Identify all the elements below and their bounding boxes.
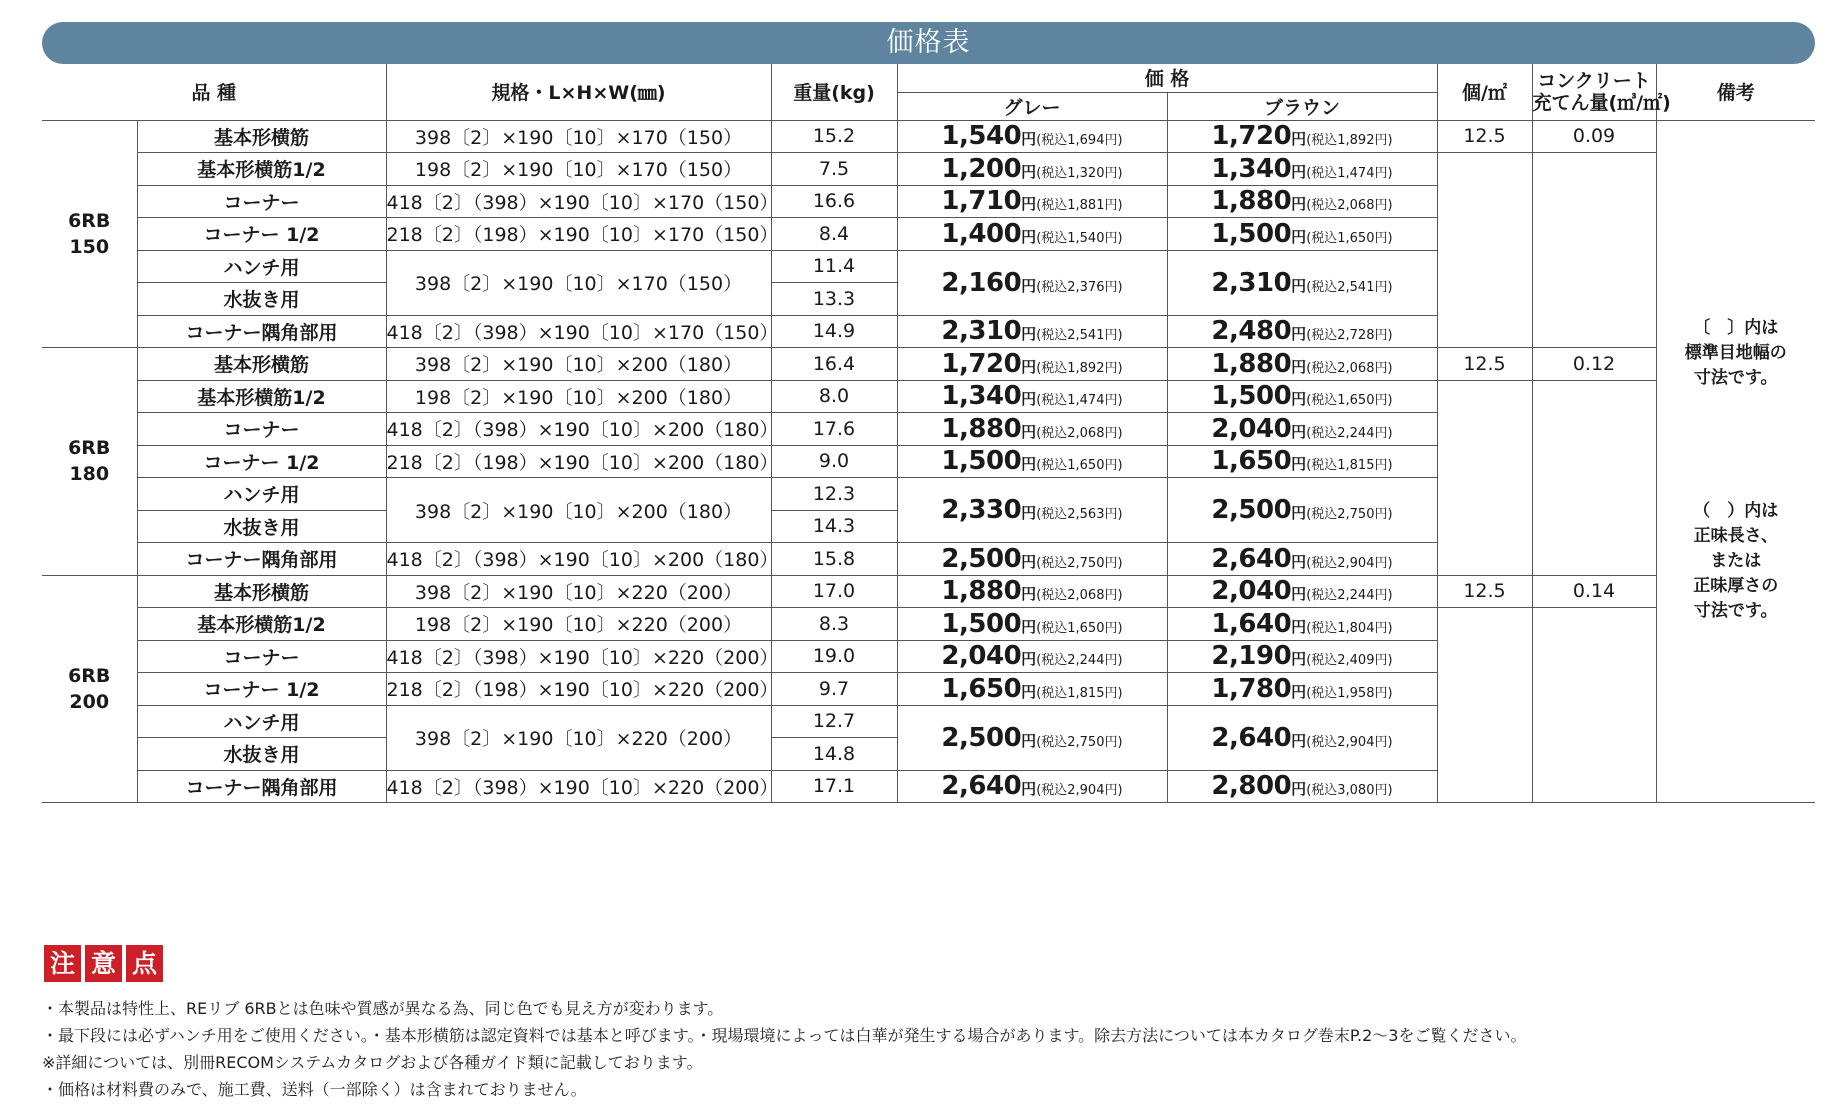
group-name-line: 150 bbox=[69, 235, 110, 258]
yen-unit: 円 bbox=[1021, 682, 1037, 701]
yen-unit: 円 bbox=[1021, 357, 1037, 376]
per-m2-empty-cell bbox=[1437, 608, 1532, 803]
remarks-line: 寸法です。 bbox=[1693, 600, 1778, 621]
gray-tax-included: (税込1,540円) bbox=[1036, 230, 1123, 246]
brown-price: 1,880 bbox=[1211, 186, 1292, 217]
per-m2-cell: 12.5 bbox=[1437, 348, 1532, 381]
table-row bbox=[42, 575, 1815, 608]
gray-tax-included: (税込2,563円) bbox=[1036, 507, 1123, 522]
gray-price-cell bbox=[897, 380, 1167, 413]
kind-cell: ハンチ用 bbox=[137, 250, 386, 283]
yen-unit: 円 bbox=[1291, 195, 1307, 214]
yen-unit: 円 bbox=[1291, 325, 1307, 344]
brown-price-cell bbox=[1167, 120, 1437, 153]
notice-char: 点 bbox=[126, 945, 163, 982]
gray-price-cell bbox=[897, 705, 1167, 770]
kind-cell: コーナー bbox=[137, 413, 386, 446]
remarks-note-1 bbox=[1657, 316, 1816, 391]
remarks-line: 寸法です。 bbox=[1693, 367, 1778, 388]
brown-tax-included: (税込2,904円) bbox=[1306, 555, 1393, 571]
spec-cell: 418〔2〕（398）×190〔10〕×200（180） bbox=[386, 543, 771, 576]
price-table bbox=[42, 64, 1815, 803]
notice-char: 意 bbox=[85, 945, 122, 982]
gray-price: 2,160 bbox=[941, 267, 1022, 298]
yen-unit: 円 bbox=[1291, 130, 1307, 149]
header-remarks: 備考 bbox=[1656, 64, 1815, 120]
weight-cell: 16.4 bbox=[771, 348, 897, 381]
spec-cell: 418〔2〕（398）×190〔10〕×220（200） bbox=[386, 770, 771, 803]
brown-tax-included: (税込1,892円) bbox=[1306, 133, 1393, 149]
gray-price-cell bbox=[897, 250, 1167, 315]
brown-price: 1,500 bbox=[1211, 381, 1292, 412]
yen-unit: 円 bbox=[1021, 650, 1037, 669]
brown-price: 2,480 bbox=[1211, 316, 1292, 347]
brown-price: 2,040 bbox=[1211, 413, 1292, 444]
weight-cell: 14.3 bbox=[771, 510, 897, 543]
table-row bbox=[42, 608, 1815, 641]
spec-cell: 218〔2〕（198）×190〔10〕×220（200） bbox=[386, 673, 771, 706]
brown-price-cell bbox=[1167, 185, 1437, 218]
gray-tax-included: (税込2,068円) bbox=[1036, 588, 1123, 604]
brown-price-cell bbox=[1167, 315, 1437, 348]
kind-cell: コーナー隅角部用 bbox=[137, 315, 386, 348]
gray-price-cell bbox=[897, 673, 1167, 706]
group-name-line: 6RB bbox=[68, 209, 111, 232]
header-per-m2: 個/㎡ bbox=[1437, 64, 1532, 120]
gray-price: 1,650 bbox=[941, 673, 1022, 704]
gray-price: 2,500 bbox=[941, 722, 1022, 753]
brown-tax-included: (税込2,541円) bbox=[1306, 279, 1393, 295]
note-line: ※詳細については、別冊RECOMシステムカタログおよび各種ガイド類に記載しております。 bbox=[42, 1053, 703, 1072]
gray-tax-included: (税込2,904円) bbox=[1036, 783, 1123, 799]
brown-tax-included: (税込2,068円) bbox=[1306, 360, 1393, 376]
brown-tax-included: (税込2,728円) bbox=[1306, 328, 1393, 344]
concrete-cell: 0.14 bbox=[1532, 575, 1656, 608]
gray-price-cell bbox=[897, 185, 1167, 218]
per-m2-cell: 12.5 bbox=[1437, 575, 1532, 608]
gray-tax-included: (税込2,068円) bbox=[1036, 425, 1123, 441]
gray-price: 2,330 bbox=[941, 495, 1022, 525]
yen-unit: 円 bbox=[1021, 390, 1037, 409]
spec-cell: 418〔2〕（398）×190〔10〕×200（180） bbox=[386, 413, 771, 446]
gray-price: 1,720 bbox=[941, 348, 1022, 379]
brown-price: 2,500 bbox=[1211, 495, 1292, 525]
kind-cell: 基本形横筋 bbox=[137, 348, 386, 381]
yen-unit: 円 bbox=[1291, 422, 1307, 441]
yen-unit: 円 bbox=[1291, 585, 1307, 604]
gray-price-cell bbox=[897, 543, 1167, 576]
note-line: ・本製品は特性上、REリブ 6RBとは色味や質感が異なる為、同じ色でも見え方が変わります。 bbox=[42, 999, 724, 1018]
weight-cell: 17.0 bbox=[771, 575, 897, 608]
gray-price-cell bbox=[897, 478, 1167, 543]
yen-unit: 円 bbox=[1021, 504, 1037, 522]
weight-cell: 12.3 bbox=[771, 478, 897, 511]
weight-cell: 17.6 bbox=[771, 413, 897, 446]
gray-price: 1,710 bbox=[941, 186, 1022, 217]
yen-unit: 円 bbox=[1021, 422, 1037, 441]
table-row bbox=[42, 153, 1815, 186]
gray-price-cell bbox=[897, 153, 1167, 186]
table-row bbox=[42, 120, 1815, 153]
gray-tax-included: (税込2,541円) bbox=[1036, 328, 1123, 344]
brown-price: 1,650 bbox=[1211, 446, 1292, 477]
header-spec: 規格・L×H×W(㎜) bbox=[386, 64, 771, 120]
brown-price: 1,880 bbox=[1211, 348, 1292, 379]
header-weight: 重量(kg) bbox=[771, 64, 897, 120]
gray-price: 2,500 bbox=[941, 543, 1022, 574]
remarks-note-2 bbox=[1657, 499, 1816, 624]
weight-cell: 15.2 bbox=[771, 120, 897, 153]
gray-price-cell bbox=[897, 413, 1167, 446]
brown-tax-included: (税込1,474円) bbox=[1306, 165, 1393, 181]
yen-unit: 円 bbox=[1291, 617, 1307, 636]
yen-unit: 円 bbox=[1291, 650, 1307, 669]
header-brown: ブラウン bbox=[1167, 92, 1437, 120]
kind-cell: 基本形横筋 bbox=[137, 575, 386, 608]
weight-cell: 9.0 bbox=[771, 445, 897, 478]
brown-tax-included: (税込2,068円) bbox=[1306, 198, 1393, 214]
brown-price-cell bbox=[1167, 478, 1437, 543]
spec-cell: 418〔2〕（398）×190〔10〕×220（200） bbox=[386, 640, 771, 673]
brown-price: 1,340 bbox=[1211, 153, 1292, 184]
yen-unit: 円 bbox=[1021, 227, 1037, 246]
brown-price-cell bbox=[1167, 575, 1437, 608]
gray-tax-included: (税込2,750円) bbox=[1036, 555, 1123, 571]
header-concrete: コンクリート 充てん量(㎥/㎡) bbox=[1532, 64, 1656, 120]
brown-price-cell bbox=[1167, 218, 1437, 251]
yen-unit: 円 bbox=[1291, 731, 1307, 750]
brown-price: 1,640 bbox=[1211, 608, 1292, 639]
brown-price-cell bbox=[1167, 380, 1437, 413]
remarks-cell bbox=[1656, 120, 1815, 803]
yen-unit: 円 bbox=[1021, 617, 1037, 636]
weight-cell: 19.0 bbox=[771, 640, 897, 673]
kind-cell: コーナー bbox=[137, 640, 386, 673]
spec-cell: 418〔2〕（398）×190〔10〕×170（150） bbox=[386, 185, 771, 218]
header-kind: 品 種 bbox=[42, 64, 386, 120]
spec-cell: 398〔2〕×190〔10〕×170（150） bbox=[386, 250, 771, 315]
spec-cell: 218〔2〕（198）×190〔10〕×200（180） bbox=[386, 445, 771, 478]
kind-cell: 水抜き用 bbox=[137, 510, 386, 543]
yen-unit: 円 bbox=[1291, 504, 1307, 522]
brown-price-cell bbox=[1167, 445, 1437, 478]
yen-unit: 円 bbox=[1291, 390, 1307, 409]
spec-cell: 398〔2〕×190〔10〕×220（200） bbox=[386, 575, 771, 608]
per-m2-empty-cell bbox=[1437, 153, 1532, 348]
brown-tax-included: (税込1,815円) bbox=[1306, 458, 1393, 474]
concrete-empty-cell bbox=[1532, 608, 1656, 803]
kind-cell: 基本形横筋1/2 bbox=[137, 153, 386, 186]
brown-price: 1,500 bbox=[1211, 218, 1292, 249]
yen-unit: 円 bbox=[1021, 325, 1037, 344]
gray-price: 1,400 bbox=[941, 218, 1022, 249]
weight-cell: 8.3 bbox=[771, 608, 897, 641]
kind-cell: ハンチ用 bbox=[137, 705, 386, 738]
kind-cell: コーナー bbox=[137, 185, 386, 218]
brown-price-cell bbox=[1167, 640, 1437, 673]
brown-price: 2,190 bbox=[1211, 641, 1292, 672]
brown-price: 1,780 bbox=[1211, 673, 1292, 704]
kind-cell: 基本形横筋1/2 bbox=[137, 608, 386, 641]
brown-price-cell bbox=[1167, 770, 1437, 803]
remarks-line: 標準目地幅の bbox=[1684, 342, 1787, 363]
remarks-line: 〔 〕内は bbox=[1693, 317, 1779, 338]
yen-unit: 円 bbox=[1021, 162, 1037, 181]
gray-price: 1,340 bbox=[941, 381, 1022, 412]
brown-price-cell bbox=[1167, 543, 1437, 576]
gray-price: 1,500 bbox=[941, 446, 1022, 477]
yen-unit: 円 bbox=[1021, 276, 1037, 295]
brown-price: 2,310 bbox=[1211, 267, 1292, 298]
gray-price: 2,640 bbox=[941, 771, 1022, 802]
weight-cell: 8.4 bbox=[771, 218, 897, 251]
gray-price-cell bbox=[897, 348, 1167, 381]
kind-cell: 基本形横筋 bbox=[137, 120, 386, 153]
spec-cell: 198〔2〕×190〔10〕×220（200） bbox=[386, 608, 771, 641]
per-m2-empty-cell bbox=[1437, 380, 1532, 575]
brown-tax-included: (税込3,080円) bbox=[1306, 783, 1393, 799]
yen-unit: 円 bbox=[1021, 552, 1037, 571]
weight-cell: 14.9 bbox=[771, 315, 897, 348]
yen-unit: 円 bbox=[1021, 130, 1037, 149]
remarks-line: 正味厚さの bbox=[1693, 575, 1779, 596]
remarks-line: 正味長さ、 bbox=[1693, 525, 1778, 546]
gray-price-cell bbox=[897, 120, 1167, 153]
gray-price: 2,310 bbox=[941, 316, 1022, 347]
gray-tax-included: (税込2,750円) bbox=[1036, 734, 1123, 750]
remarks-line: （ ）内は bbox=[1693, 500, 1779, 521]
brown-tax-included: (税込1,650円) bbox=[1306, 393, 1393, 409]
gray-price-cell bbox=[897, 218, 1167, 251]
header-gray: グレー bbox=[897, 92, 1167, 120]
kind-cell: ハンチ用 bbox=[137, 478, 386, 511]
notice-badge bbox=[44, 945, 167, 982]
gray-price: 1,540 bbox=[941, 121, 1022, 152]
gray-tax-included: (税込1,815円) bbox=[1036, 685, 1123, 701]
gray-tax-included: (税込1,694円) bbox=[1036, 133, 1123, 149]
weight-cell: 15.8 bbox=[771, 543, 897, 576]
spec-cell: 398〔2〕×190〔10〕×220（200） bbox=[386, 705, 771, 770]
brown-price: 2,800 bbox=[1211, 771, 1292, 802]
concrete-empty-cell bbox=[1532, 153, 1656, 348]
weight-cell: 11.4 bbox=[771, 250, 897, 283]
table-row bbox=[42, 348, 1815, 381]
gray-price-cell bbox=[897, 770, 1167, 803]
gray-price: 1,500 bbox=[941, 608, 1022, 639]
gray-tax-included: (税込2,376円) bbox=[1036, 279, 1123, 295]
yen-unit: 円 bbox=[1291, 276, 1307, 295]
weight-cell: 16.6 bbox=[771, 185, 897, 218]
kind-cell: コーナー 1/2 bbox=[137, 673, 386, 706]
gray-price-cell bbox=[897, 315, 1167, 348]
weight-cell: 14.8 bbox=[771, 738, 897, 771]
brown-tax-included: (税込1,804円) bbox=[1306, 620, 1393, 636]
gray-price: 1,880 bbox=[941, 413, 1022, 444]
yen-unit: 円 bbox=[1291, 780, 1307, 799]
group-name-line: 6RB bbox=[68, 664, 111, 687]
brown-price-cell bbox=[1167, 250, 1437, 315]
brown-price: 2,040 bbox=[1211, 576, 1292, 607]
gray-price: 1,200 bbox=[941, 153, 1022, 184]
weight-cell: 17.1 bbox=[771, 770, 897, 803]
spec-cell: 198〔2〕×190〔10〕×200（180） bbox=[386, 380, 771, 413]
gray-price: 2,040 bbox=[941, 641, 1022, 672]
yen-unit: 円 bbox=[1021, 731, 1037, 750]
kind-cell: コーナー 1/2 bbox=[137, 445, 386, 478]
spec-cell: 398〔2〕×190〔10〕×170（150） bbox=[386, 120, 771, 153]
brown-price-cell bbox=[1167, 348, 1437, 381]
weight-cell: 13.3 bbox=[771, 283, 897, 316]
yen-unit: 円 bbox=[1021, 195, 1037, 214]
per-m2-cell: 12.5 bbox=[1437, 120, 1532, 153]
spec-cell: 418〔2〕（398）×190〔10〕×170（150） bbox=[386, 315, 771, 348]
gray-tax-included: (税込1,881円) bbox=[1036, 198, 1123, 214]
brown-price: 2,640 bbox=[1211, 722, 1292, 753]
spec-cell: 398〔2〕×190〔10〕×200（180） bbox=[386, 478, 771, 543]
yen-unit: 円 bbox=[1291, 227, 1307, 246]
remarks-line: または bbox=[1710, 550, 1762, 571]
weight-cell: 9.7 bbox=[771, 673, 897, 706]
brown-tax-included: (税込2,244円) bbox=[1306, 425, 1393, 441]
brown-tax-included: (税込1,650円) bbox=[1306, 230, 1393, 246]
gray-tax-included: (税込2,244円) bbox=[1036, 653, 1123, 669]
notes bbox=[42, 995, 1526, 1103]
note-line: ・最下段には必ずハンチ用をご使用ください。・基本形横筋は認定資料では基本と呼びます。・現場環境によっては白華が発生する場合があります。除去方法については本カタログ巻末P.2～3をご覧ください。 bbox=[42, 1026, 1527, 1045]
group-name-line: 180 bbox=[69, 463, 110, 486]
kind-cell: 水抜き用 bbox=[137, 738, 386, 771]
brown-price-cell bbox=[1167, 413, 1437, 446]
note-line: ・価格は材料費のみで、施工費、送料（一部除く）は含まれておりません。 bbox=[42, 1080, 587, 1099]
gray-price-cell bbox=[897, 575, 1167, 608]
group-name bbox=[42, 120, 137, 348]
spec-cell: 398〔2〕×190〔10〕×200（180） bbox=[386, 348, 771, 381]
yen-unit: 円 bbox=[1291, 455, 1307, 474]
brown-price-cell bbox=[1167, 705, 1437, 770]
brown-price-cell bbox=[1167, 673, 1437, 706]
yen-unit: 円 bbox=[1291, 357, 1307, 376]
gray-tax-included: (税込1,320円) bbox=[1036, 165, 1123, 181]
yen-unit: 円 bbox=[1291, 552, 1307, 571]
weight-cell: 8.0 bbox=[771, 380, 897, 413]
notice-char: 注 bbox=[44, 945, 81, 982]
brown-tax-included: (税込2,409円) bbox=[1306, 653, 1393, 669]
weight-cell: 12.7 bbox=[771, 705, 897, 738]
kind-cell: コーナー 1/2 bbox=[137, 218, 386, 251]
brown-tax-included: (税込1,958円) bbox=[1306, 685, 1393, 701]
yen-unit: 円 bbox=[1291, 162, 1307, 181]
brown-price: 2,640 bbox=[1211, 543, 1292, 574]
group-name bbox=[42, 575, 137, 803]
yen-unit: 円 bbox=[1021, 780, 1037, 799]
gray-tax-included: (税込1,650円) bbox=[1036, 620, 1123, 636]
gray-price-cell bbox=[897, 445, 1167, 478]
brown-price: 1,720 bbox=[1211, 121, 1292, 152]
gray-price-cell bbox=[897, 608, 1167, 641]
gray-price: 1,880 bbox=[941, 576, 1022, 607]
group-name-line: 200 bbox=[69, 690, 110, 713]
brown-price-cell bbox=[1167, 153, 1437, 186]
concrete-cell: 0.12 bbox=[1532, 348, 1656, 381]
spec-cell: 198〔2〕×190〔10〕×170（150） bbox=[386, 153, 771, 186]
brown-tax-included: (税込2,750円) bbox=[1306, 507, 1393, 522]
brown-price-cell bbox=[1167, 608, 1437, 641]
group-name-line: 6RB bbox=[68, 437, 111, 460]
kind-cell: 基本形横筋1/2 bbox=[137, 380, 386, 413]
yen-unit: 円 bbox=[1021, 455, 1037, 474]
kind-cell: コーナー隅角部用 bbox=[137, 543, 386, 576]
spec-cell: 218〔2〕（198）×190〔10〕×170（150） bbox=[386, 218, 771, 251]
gray-tax-included: (税込1,650円) bbox=[1036, 458, 1123, 474]
table-row bbox=[42, 380, 1815, 413]
brown-tax-included: (税込2,244円) bbox=[1306, 588, 1393, 604]
concrete-cell: 0.09 bbox=[1532, 120, 1656, 153]
kind-cell: 水抜き用 bbox=[137, 283, 386, 316]
kind-cell: コーナー隅角部用 bbox=[137, 770, 386, 803]
weight-cell: 7.5 bbox=[771, 153, 897, 186]
brown-tax-included: (税込2,904円) bbox=[1306, 734, 1393, 750]
gray-tax-included: (税込1,892円) bbox=[1036, 360, 1123, 376]
gray-price-cell bbox=[897, 640, 1167, 673]
yen-unit: 円 bbox=[1291, 682, 1307, 701]
concrete-empty-cell bbox=[1532, 380, 1656, 575]
group-name bbox=[42, 348, 137, 576]
header-price: 価 格 bbox=[897, 64, 1437, 92]
yen-unit: 円 bbox=[1021, 585, 1037, 604]
page-title: 価格表 bbox=[42, 22, 1815, 64]
gray-tax-included: (税込1,474円) bbox=[1036, 393, 1123, 409]
